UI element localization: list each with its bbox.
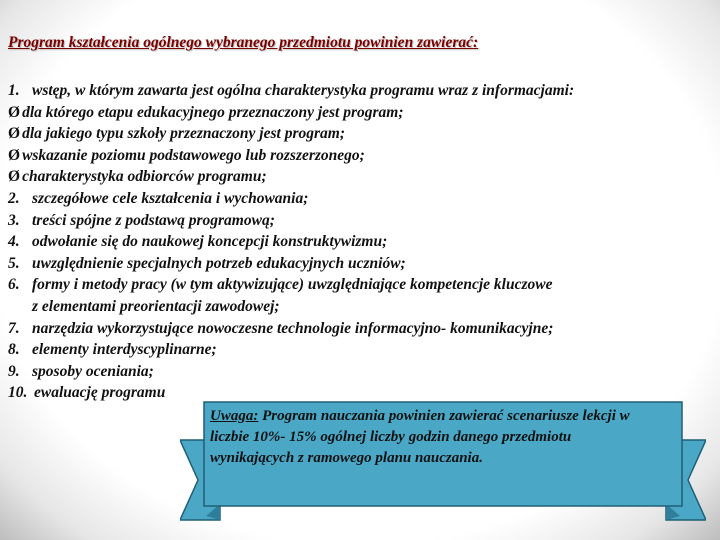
list-item-text: formy i metody pracy (w tym aktywizujące) uwzględniające kompetencje kluczowe xyxy=(32,276,553,294)
list-item-text: wstęp, w którym zawarta jest ogólna charakterystyka programu wraz z informacjami: xyxy=(32,82,575,99)
list-item-number: 2. xyxy=(8,189,20,207)
list-item-text: elementy interdyscyplinarne; xyxy=(32,341,217,359)
arrow-bullet-icon: Ø xyxy=(8,146,21,164)
list-item-number: 3. xyxy=(8,211,20,229)
list-item-text: treści spójne z podstawą programową; xyxy=(32,211,275,229)
note-body: Program nauczania powinien zawierać scenariusze lekcji w liczbie 10%- 15% ogólnej liczby godzin danego przedmiotu wynikających z ramowego planu nauczania. xyxy=(210,408,630,466)
list-item-text: wskazanie poziomu podstawowego lub rozszerzonego; xyxy=(22,146,365,164)
list-item xyxy=(8,80,708,102)
list-item-text: ewaluację programu xyxy=(34,384,166,402)
list-item-text: dla którego etapu edukacyjnego przeznaczony jest program; xyxy=(22,103,404,121)
list-item-number: 6. xyxy=(8,276,20,294)
list-item xyxy=(8,253,708,275)
list-item xyxy=(8,188,708,210)
list-item xyxy=(8,123,708,145)
arrow-bullet-icon: Ø xyxy=(8,103,21,121)
list-item-text: narzędzia wykorzystujące nowoczesne technologie informacyjno- komunikacyjne; xyxy=(32,319,554,337)
list-item-number: 5. xyxy=(8,254,20,272)
list-item-text: charakterystyka odbiorców programu; xyxy=(22,168,267,186)
list-item xyxy=(8,145,708,167)
list-item-text: uwzględnienie specjalnych potrzeb edukacyjnych uczniów; xyxy=(32,254,406,272)
list-item-text: sposoby oceniania; xyxy=(32,362,154,380)
list-item xyxy=(8,296,708,318)
list-item-number: 7. xyxy=(8,319,20,337)
list-item-text: z elementami preorientacji zawodowej; xyxy=(32,297,280,315)
list-item xyxy=(8,166,708,188)
list-item xyxy=(8,102,708,124)
arrow-bullet-icon: Ø xyxy=(8,168,21,186)
note-text xyxy=(210,406,630,469)
list-item-number: 9. xyxy=(8,362,20,380)
list-item xyxy=(8,231,708,253)
slide-title: Program kształcenia ogólnego wybranego przedmiotu powinien zawierać: xyxy=(8,34,479,51)
list-item-text: odwołanie się do naukowej koncepcji konstruktywizmu; xyxy=(32,233,388,251)
list-item-text: szczegółowe cele kształcenia i wychowania; xyxy=(32,189,309,207)
list-item-number: 1. xyxy=(8,82,20,99)
requirements-list xyxy=(8,80,708,404)
list-item-number: 8. xyxy=(8,341,20,359)
list-item-number: 10. xyxy=(8,384,28,402)
note-banner xyxy=(180,400,706,532)
list-item xyxy=(8,210,708,232)
list-item-text: dla jakiego typu szkoły przeznaczony jest program; xyxy=(22,125,345,143)
list-item xyxy=(8,361,708,383)
note-label: Uwaga: xyxy=(210,408,259,424)
arrow-bullet-icon: Ø xyxy=(8,125,21,143)
list-item xyxy=(8,318,708,340)
list-item xyxy=(8,339,708,361)
list-item xyxy=(8,274,708,296)
list-item-number: 4. xyxy=(8,233,20,251)
